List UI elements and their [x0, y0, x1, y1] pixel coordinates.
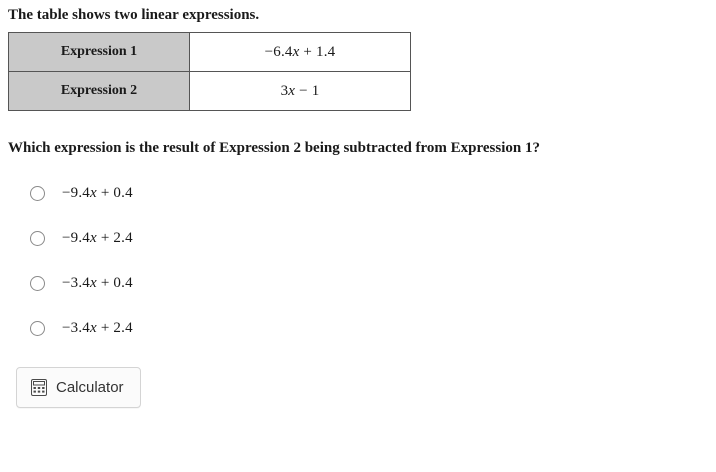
choice-label: −3.4x + 2.4: [62, 320, 133, 336]
radio-button[interactable]: [30, 321, 45, 336]
choice-label: −9.4x + 2.4: [62, 230, 133, 246]
table-row-label: Expression 1: [9, 33, 190, 72]
answer-choices: [8, 171, 708, 351]
table-row: [9, 33, 411, 72]
radio-button[interactable]: [30, 276, 45, 291]
calculator-icon: [31, 379, 47, 396]
choice-label: −3.4x + 0.4: [62, 275, 133, 291]
list-item[interactable]: [8, 306, 708, 351]
choice-label: −9.4x + 0.4: [62, 185, 133, 201]
expressions-table: [8, 32, 411, 111]
list-item[interactable]: [8, 216, 708, 261]
table-row-value: 3x − 1: [190, 72, 411, 111]
question-text: Which expression is the result of Expression 2 being subtracted from Expression 1?: [8, 140, 540, 156]
table-row-value: −6.4x + 1.4: [190, 33, 411, 72]
list-item[interactable]: [8, 261, 708, 306]
radio-button[interactable]: [30, 186, 45, 201]
table-row-label: Expression 2: [9, 72, 190, 111]
table-row: [9, 72, 411, 111]
calculator-button-label: Calculator: [56, 379, 124, 396]
intro-text: The table shows two linear expressions.: [8, 7, 260, 23]
radio-button[interactable]: [30, 231, 45, 246]
calculator-area: [8, 367, 708, 408]
list-item[interactable]: [8, 171, 708, 216]
calculator-button[interactable]: [16, 367, 141, 408]
